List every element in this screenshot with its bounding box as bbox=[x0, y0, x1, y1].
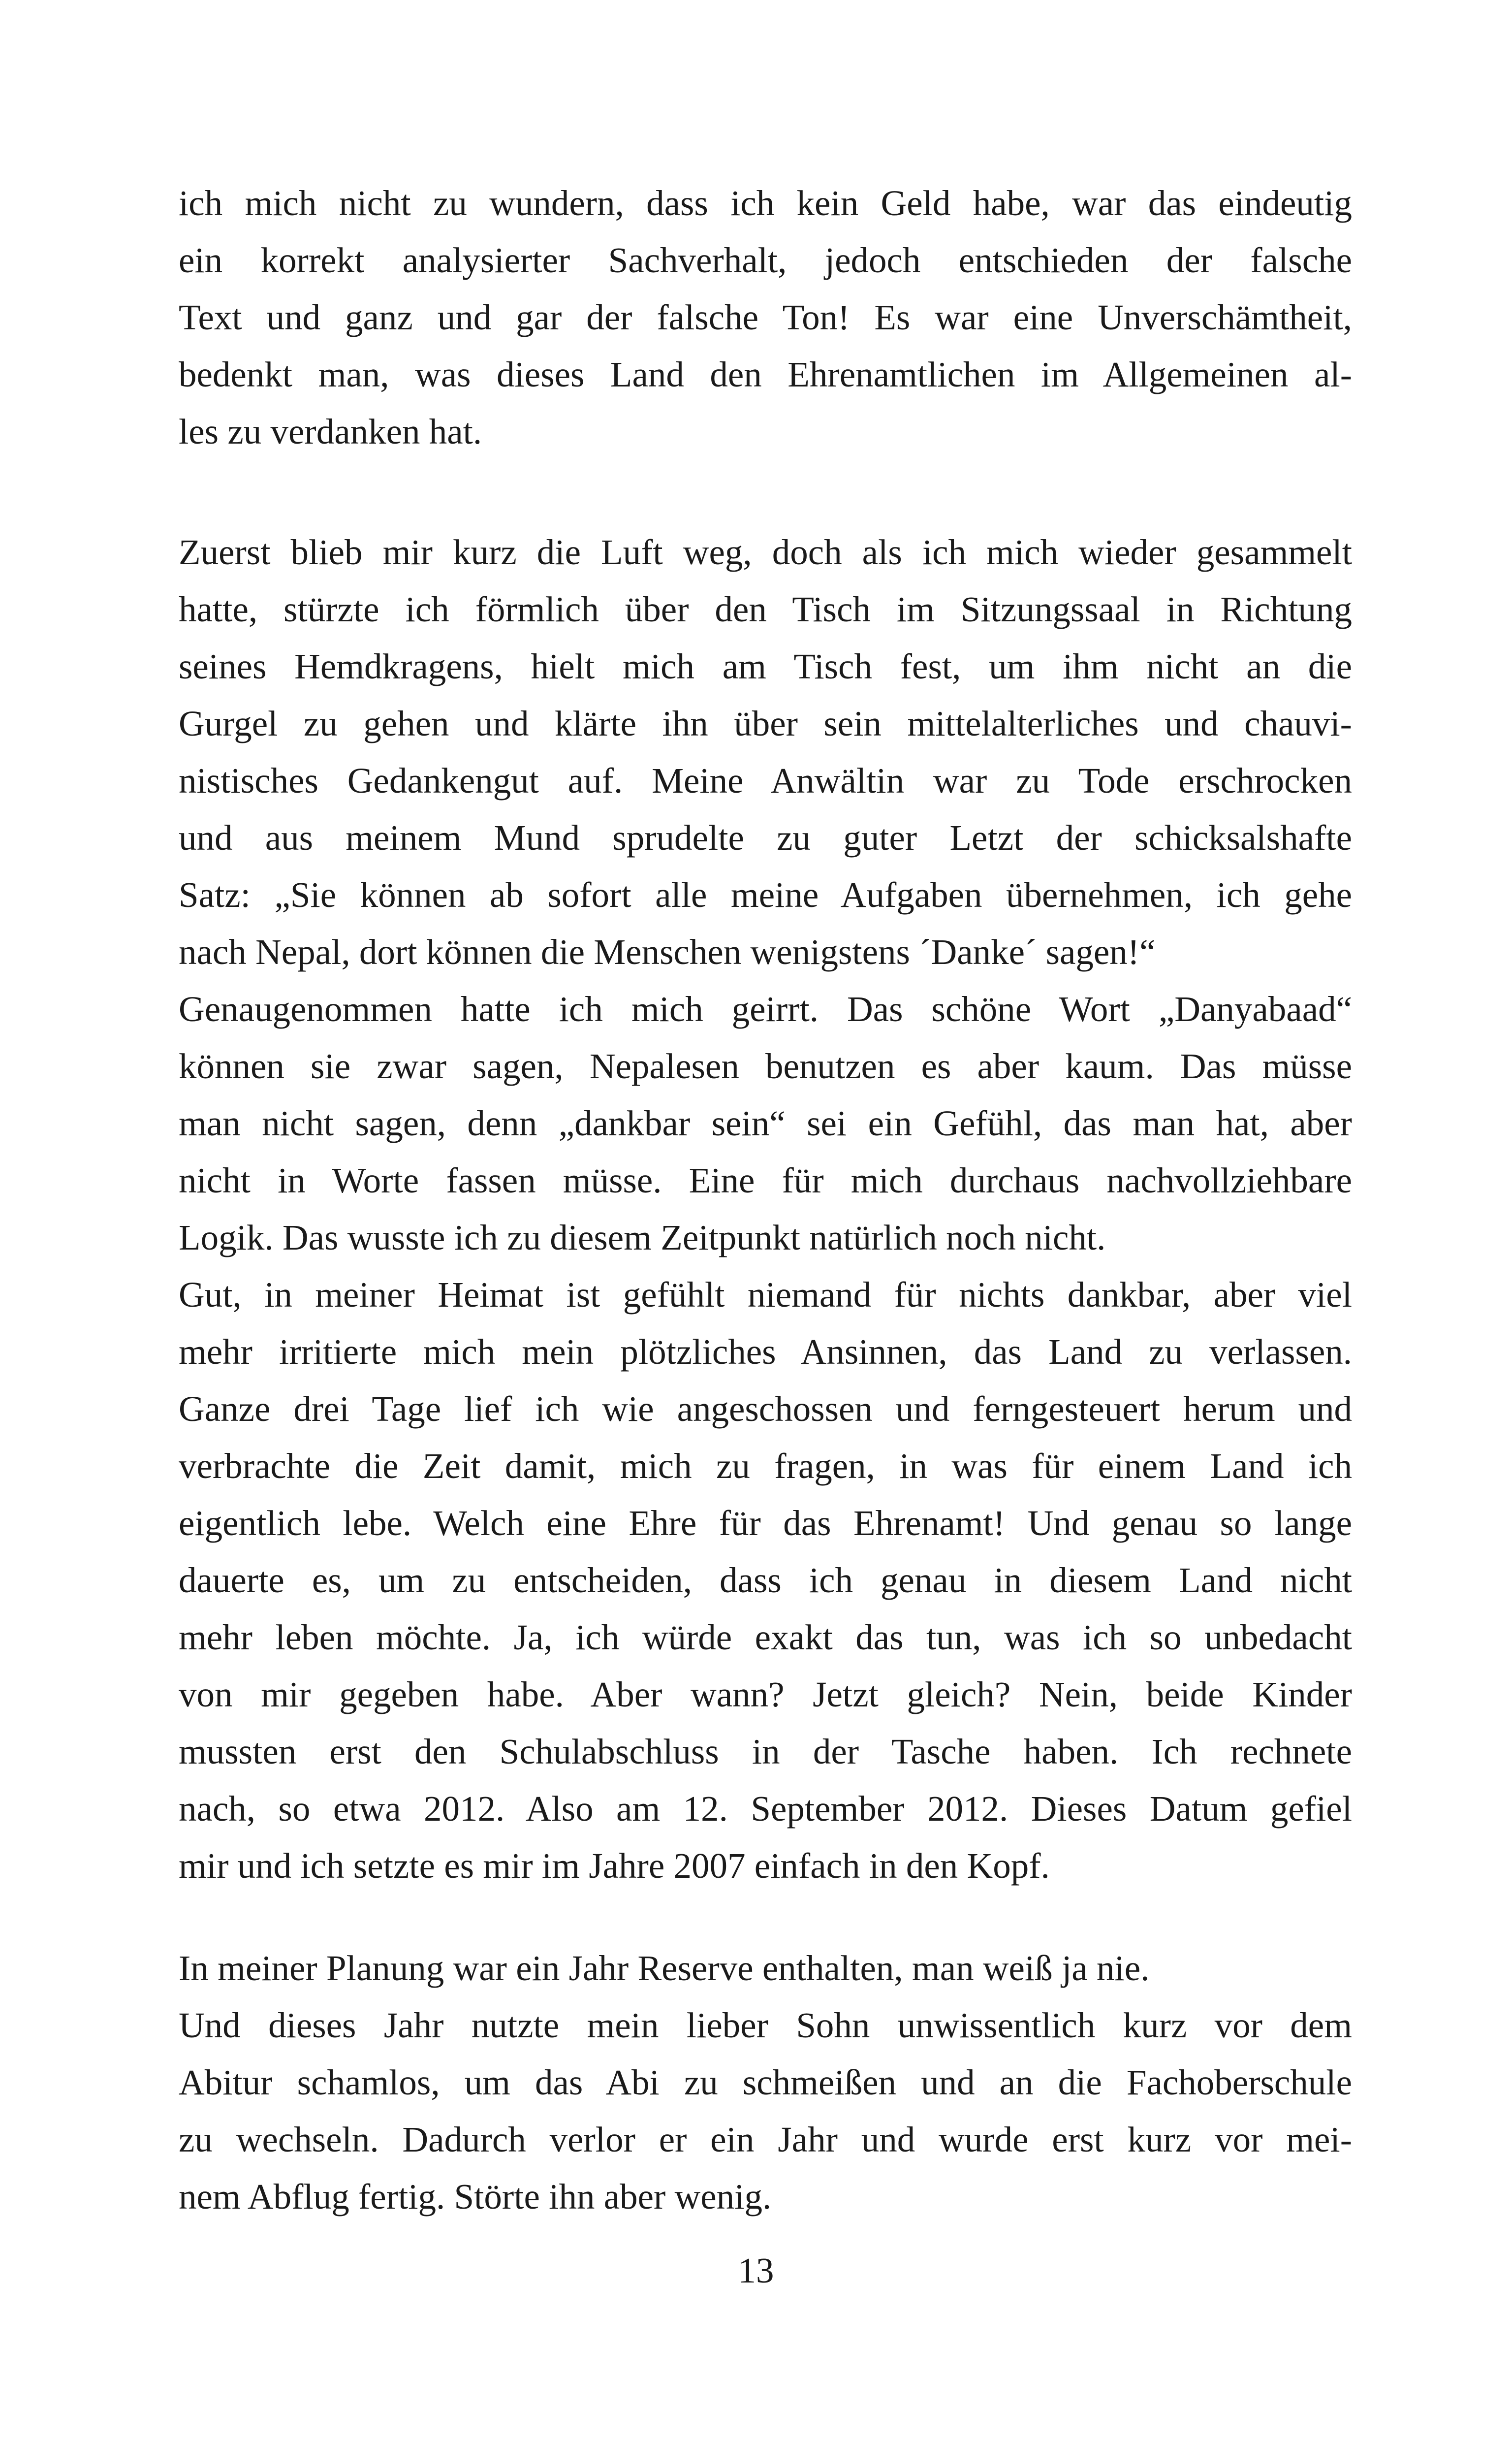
text-line: Satz: „Sie können ab sofort alle meine Aufgaben übernehmen, ich gehe bbox=[179, 875, 1352, 915]
text-line: zu wechseln. Dadurch verlor er ein Jahr und wurde erst kurz vor mei- bbox=[179, 2120, 1352, 2159]
text-line: ein korrekt analysierter Sachverhalt, jedoch entschieden der falsche bbox=[179, 240, 1352, 280]
text-line: Gurgel zu gehen und klärte ihn über sein mittelalterliches und chauvi- bbox=[179, 704, 1352, 743]
paragraph-3 bbox=[179, 1940, 1352, 2225]
text-line: und aus meinem Mund sprudelte zu guter Letzt der schicksalshafte bbox=[179, 818, 1352, 858]
text-line: Ganze drei Tage lief ich wie angeschossen und ferngesteuert herum und bbox=[179, 1389, 1352, 1429]
text-line: Logik. Das wusste ich zu diesem Zeitpunkt natürlich noch nicht. bbox=[179, 1218, 1106, 1257]
text-line: dauerte es, um zu entscheiden, dass ich genau in diesem Land nicht bbox=[179, 1560, 1352, 1600]
text-line: hatte, stürzte ich förmlich über den Tisch im Sitzungssaal in Richtung bbox=[179, 589, 1352, 629]
text-line: mussten erst den Schulabschluss in der Tasche haben. Ich rechnete bbox=[179, 1732, 1352, 1771]
text-line: mehr leben möchte. Ja, ich würde exakt das tun, was ich so unbedacht bbox=[179, 1617, 1352, 1657]
text-line: mehr irritierte mich mein plötzliches Ansinnen, das Land zu verlassen. bbox=[179, 1332, 1352, 1372]
text-line: nach Nepal, dort können die Menschen wenigstens ´Danke´ sagen!“ bbox=[179, 932, 1156, 972]
text-line: Zuerst blieb mir kurz die Luft weg, doch als ich mich wieder gesammelt bbox=[179, 532, 1352, 572]
text-line: nicht in Worte fassen müsse. Eine für mich durchaus nachvollziehbare bbox=[179, 1160, 1352, 1200]
text-line: Genaugenommen hatte ich mich geirrt. Das schöne Wort „Danyabaad“ bbox=[179, 989, 1352, 1029]
text-line: In meiner Planung war ein Jahr Reserve enthalten, man weiß ja nie. bbox=[179, 1948, 1150, 1988]
text-line: les zu verdanken hat. bbox=[179, 412, 482, 451]
text-line: Gut, in meiner Heimat ist gefühlt niemand für nichts dankbar, aber viel bbox=[179, 1275, 1352, 1315]
text-line: von mir gegeben habe. Aber wann? Jetzt gleich? Nein, beide Kinder bbox=[179, 1674, 1352, 1714]
text-line: nach, so etwa 2012. Also am 12. September 2012. Dieses Datum gefiel bbox=[179, 1789, 1352, 1829]
text-line: ich mich nicht zu wundern, dass ich kein Geld habe, war das eindeutig bbox=[179, 183, 1352, 223]
text-line: können sie zwar sagen, Nepalesen benutzen es aber kaum. Das müsse bbox=[179, 1046, 1352, 1086]
page-number: 13 bbox=[738, 2250, 774, 2290]
text-line: man nicht sagen, denn „dankbar sein“ sei ein Gefühl, das man hat, aber bbox=[179, 1103, 1352, 1143]
paragraph-2 bbox=[179, 524, 1352, 1895]
text-line: eigentlich lebe. Welch eine Ehre für das Ehrenamt! Und genau so lange bbox=[179, 1503, 1352, 1543]
text-line: Text und ganz und gar der falsche Ton! Es war eine Unverschämtheit, bbox=[179, 297, 1352, 337]
text-line: mir und ich setzte es mir im Jahre 2007 einfach in den Kopf. bbox=[179, 1846, 1050, 1886]
text-line: Und dieses Jahr nutzte mein lieber Sohn unwissentlich kurz vor dem bbox=[179, 2005, 1352, 2045]
text-line: bedenkt man, was dieses Land den Ehrenamtlichen im Allgemeinen al- bbox=[179, 354, 1352, 394]
text-line: Abitur schamlos, um das Abi zu schmeißen und an die Fachoberschule bbox=[179, 2062, 1352, 2102]
text-line: verbrachte die Zeit damit, mich zu fragen, in was für einem Land ich bbox=[179, 1446, 1352, 1486]
text-line: seines Hemdkragens, hielt mich am Tisch fest, um ihm nicht an die bbox=[179, 646, 1352, 686]
paragraph-1 bbox=[179, 175, 1352, 460]
text-line: nistisches Gedankengut auf. Meine Anwältin war zu Tode erschrocken bbox=[179, 761, 1352, 801]
text-line: nem Abflug fertig. Störte ihn aber wenig. bbox=[179, 2177, 772, 2217]
